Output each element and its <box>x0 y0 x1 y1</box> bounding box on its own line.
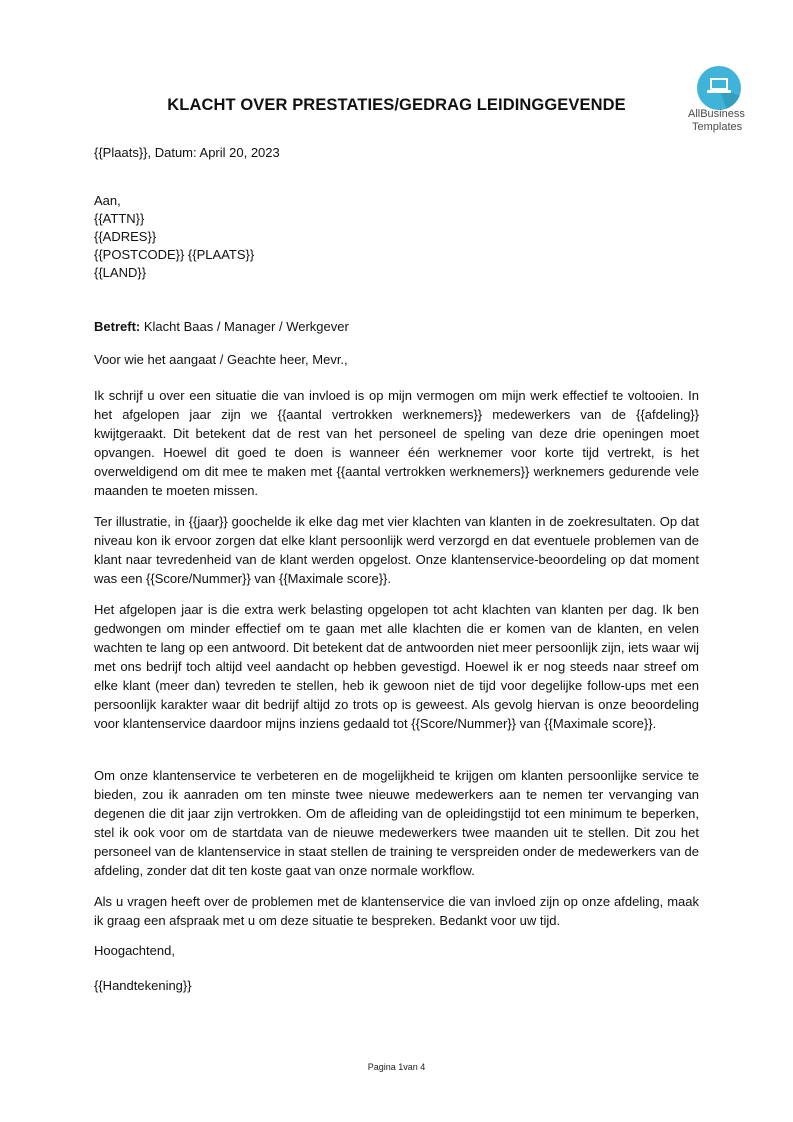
body-paragraph-2: Ter illustratie, in {{jaar}} goochelde ik elke dag met vier klachten van klanten in de zoekresultaten. Op dat niveau kon ik ervoor zorgen dat elke klant persoonlijk werd verzorgd en dat eventuele problemen van de klant naar tevredenheid van de klant werden opgelost. Onze klantenservice-beoordeling op dat moment was een {{Score/Nummer}} van {{Maximale score}}. <box>94 514 699 586</box>
logo-line-1: AllBusiness <box>688 108 745 120</box>
address-street: {{ADRES}} <box>94 229 157 244</box>
laptop-icon <box>697 66 741 110</box>
salutation: Voor wie het aangaat / Geachte heer, Mevr., <box>94 352 348 367</box>
signature-placeholder: {{Handtekening}} <box>94 978 192 993</box>
body-paragraph-5: Als u vragen heeft over de problemen met de klantenservice die van invloed zijn op onze afdeling, maak ik graag een afspraak met u om deze situatie te bespreken. Bedankt voor uw tijd. <box>94 894 699 928</box>
address-attn: {{ATTN}} <box>94 211 145 226</box>
document-title: KLACHT OVER PRESTATIES/GEDRAG LEIDINGGEVENDE <box>167 96 626 114</box>
subject-label: Betreft: <box>94 319 141 334</box>
place-date: {{Plaats}}, Datum: April 20, 2023 <box>94 145 280 160</box>
subject-line <box>94 317 349 336</box>
address-country: {{LAND}} <box>94 265 147 280</box>
logo-line-2: Templates <box>692 121 743 133</box>
subject-text: Klacht Baas / Manager / Werkgever <box>140 319 349 334</box>
body-paragraph-4: Om onze klantenservice te verbeteren en de mogelijkheid te krijgen om klanten persoonlijke service te bieden, zou ik aanraden om ten minste twee nieuwe medewerkers aan te nemen ter vervanging van degenen die dit jaar zijn vertrokken. Om de afleiding van de opleidingstijd tot een minimum te beperken, stel ik ook voor om de startdata van de nieuwe medewerkers twee maanden uit te stellen. Dit zou het personeel van de klantenservice in staat stellen de training te verspreiden onder de medewerkers van de afdeling, zonder dat dit ten koste gaat van onze normale workflow. <box>94 768 699 878</box>
closing: Hoogachtend, <box>94 943 175 958</box>
body-paragraph-3: Het afgelopen jaar is die extra werk belasting opgelopen tot acht klachten van klanten per dag. Ik ben gedwongen om minder effectief om te gaan met alle klachten die er komen van de klanten, en velen wachten te lang op een antwoord. Dit betekent dat de antwoorden niet meer persoonlijk zijn, iets waar wij met ons bedrijf toch altijd veel aandacht op hebben gevestigd. Hoewel ik er nog steeds naar streef om elke klant (meer dan) tevreden te stellen, heb ik gewoon niet de tijd voor degelijke follow-ups met een persoonlijk karakter waar dit bedrijf altijd zo trots op is geweest. Als gevolg hiervan is onze beoordeling voor klantenservice daardoor mijns inziens gedaald tot {{Score/Nummer}} van {{Maximale score}}. <box>94 602 699 731</box>
address-to: Aan, <box>94 193 121 208</box>
page-number: Pagina 1van 4 <box>367 1062 426 1072</box>
body-paragraph-1: Ik schrijf u over een situatie die van invloed is op mijn vermogen om mijn werk effectief te voltooien. In het afgelopen jaar zijn we {{aantal vertrokken werknemers}} medewerkers van de {{afdeling}} kwijtgeraakt. Dit betekent dat de rest van het personeel de speling van deze drie openingen moet opvangen. Hoewel dit goed te doen is wanneer één werknemer voor korte tijd vertrekt, is het overweldigend om dit mee te maken met {{aantal vertrokken werknemers}} werknemers gedurende vele maanden te moeten missen. <box>94 388 699 498</box>
address-postcode-city: {{POSTCODE}} {{PLAATS}} <box>94 247 255 262</box>
